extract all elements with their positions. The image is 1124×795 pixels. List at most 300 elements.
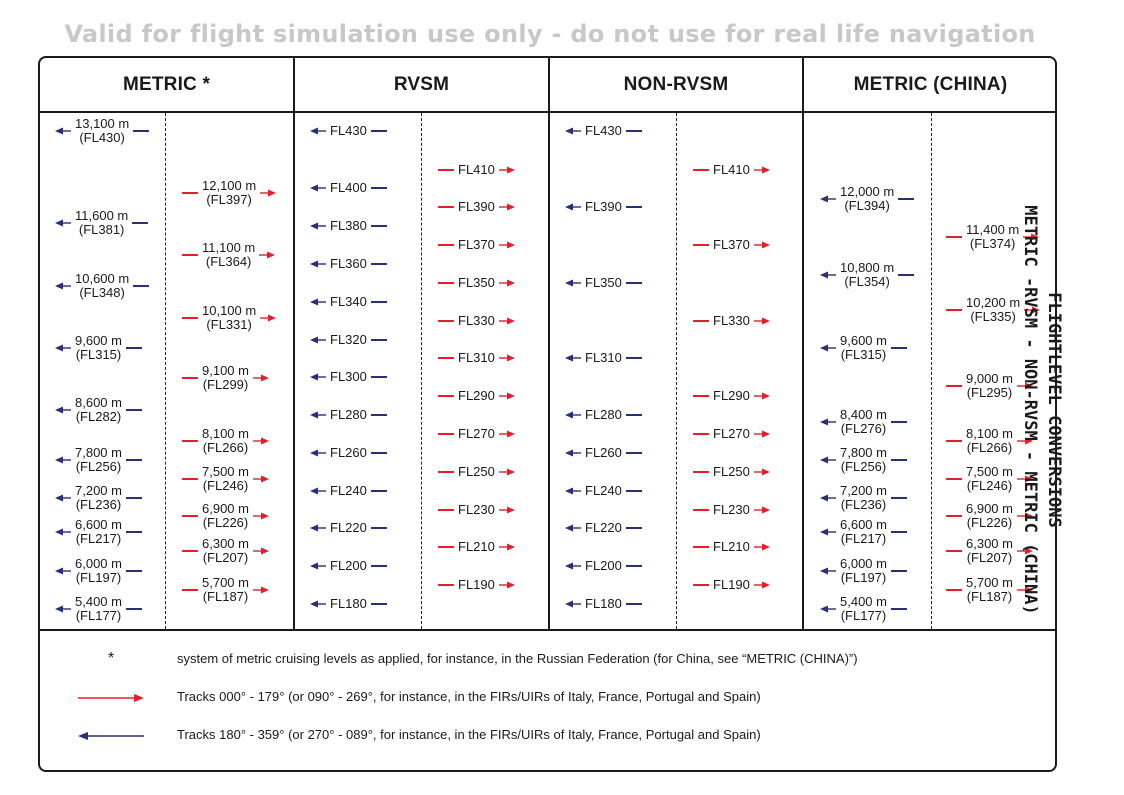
level-label — [966, 296, 1020, 324]
track-line — [891, 531, 907, 532]
track-line — [626, 357, 642, 358]
east-arrow-icon — [754, 391, 770, 401]
east-arrow-icon — [754, 542, 770, 552]
track-line — [946, 236, 962, 237]
eastbound-level — [693, 532, 770, 562]
track-line — [371, 376, 387, 377]
flight-level: (FL187) — [202, 589, 249, 604]
level-label: FL260 — [330, 445, 367, 460]
track-line — [946, 550, 962, 551]
track-line — [182, 254, 198, 255]
east-arrow-icon — [754, 429, 770, 439]
track-line — [371, 130, 387, 131]
west-arrow-icon — [820, 455, 836, 465]
west-arrow-icon — [310, 599, 326, 609]
track-line — [693, 395, 709, 396]
west-arrow-icon — [310, 486, 326, 496]
track-line — [371, 187, 387, 188]
west-arrow-icon — [310, 126, 326, 136]
legend-west-text: Tracks 180° - 359° (or 270° - 089°, for instance, in the FIRs/UIRs of Italy, France, Portugal and Spain) — [177, 727, 761, 742]
east-arrow-icon — [253, 373, 269, 383]
flight-level: (FL207) — [202, 550, 249, 565]
westbound-level — [820, 260, 914, 290]
flight-level: (FL197) — [840, 570, 887, 585]
west-arrow-icon — [310, 297, 326, 307]
flight-level: (FL364) — [205, 254, 252, 269]
track-line — [182, 478, 198, 479]
altitude-meters: 9,600 m — [840, 333, 887, 348]
eastbound-level — [438, 570, 515, 600]
west-arrow-icon — [565, 561, 581, 571]
westbound-level — [55, 483, 142, 513]
westbound-level — [565, 438, 642, 468]
track-line — [891, 347, 907, 348]
level-label — [840, 518, 887, 546]
level-label: FL300 — [330, 369, 367, 384]
flight-level: (FL295) — [966, 385, 1013, 400]
track-line — [371, 603, 387, 604]
west-arrow-icon — [310, 561, 326, 571]
west-arrow-icon — [565, 599, 581, 609]
track-line — [693, 433, 709, 434]
column-divider — [802, 58, 804, 630]
track-line — [126, 347, 142, 348]
flight-level: (FL315) — [840, 347, 887, 362]
level-label: FL390 — [585, 199, 622, 214]
level-label: FL360 — [330, 256, 367, 271]
track-line — [182, 589, 198, 590]
level-label — [202, 241, 255, 269]
track-line — [626, 452, 642, 453]
east-arrow-icon — [754, 165, 770, 175]
east-arrow-icon — [499, 467, 515, 477]
level-label: FL310 — [458, 350, 495, 365]
flight-level: (FL177) — [75, 608, 122, 623]
track-line — [693, 320, 709, 321]
west-arrow-icon — [55, 343, 71, 353]
track-line — [626, 206, 642, 207]
west-arrow-icon — [820, 417, 836, 427]
westbound-level — [565, 476, 642, 506]
flight-level: (FL430) — [79, 130, 125, 145]
track-line — [891, 570, 907, 571]
side-title-line-1: FLIGHTLEVEL CONVERSIONS — [1044, 292, 1064, 528]
flight-level: (FL187) — [966, 589, 1013, 604]
west-arrow-icon — [310, 183, 326, 193]
east-arrow-icon — [260, 188, 276, 198]
altitude-meters: 13,100 m — [75, 116, 130, 131]
level-label: FL190 — [713, 577, 750, 592]
flight-level: (FL197) — [75, 570, 122, 585]
east-arrow-icon — [260, 313, 276, 323]
track-line — [438, 357, 454, 358]
track-line — [693, 546, 709, 547]
track-line — [626, 527, 642, 528]
west-arrow-icon — [565, 278, 581, 288]
east-arrow-icon — [499, 580, 515, 590]
altitude-meters: 6,600 m — [840, 517, 887, 532]
flight-level: (FL282) — [75, 409, 122, 424]
direction-divider — [676, 113, 677, 629]
track-line — [946, 515, 962, 516]
westbound-level — [55, 594, 142, 624]
header-non-rvsm: NON-RVSM — [623, 73, 729, 95]
track-line — [898, 274, 914, 275]
level-label — [966, 223, 1019, 251]
eastbound-level — [693, 419, 770, 449]
east-arrow-icon — [499, 316, 515, 326]
west-arrow-icon — [820, 343, 836, 353]
level-label — [202, 576, 249, 604]
level-label: FL220 — [330, 520, 367, 535]
track-line — [371, 414, 387, 415]
direction-divider — [421, 113, 422, 629]
east-arrow-icon — [754, 467, 770, 477]
westbound-level — [565, 268, 642, 298]
west-arrow-legend-icon — [78, 726, 144, 746]
level-label: FL220 — [585, 520, 622, 535]
track-line — [182, 317, 198, 318]
eastbound-level — [438, 230, 515, 260]
level-label: FL430 — [585, 123, 622, 138]
level-label — [202, 502, 249, 530]
eastbound-level — [693, 155, 770, 185]
westbound-level — [310, 287, 387, 317]
altitude-meters: 6,900 m — [966, 501, 1013, 516]
track-line — [946, 589, 962, 590]
altitude-meters: 11,600 m — [75, 208, 129, 223]
level-label: FL410 — [458, 162, 495, 177]
level-label — [840, 261, 894, 289]
track-line — [693, 509, 709, 510]
eastbound-level — [182, 464, 269, 494]
level-label: FL280 — [585, 407, 622, 422]
west-arrow-icon — [820, 270, 836, 280]
west-arrow-icon — [55, 604, 71, 614]
track-line — [182, 550, 198, 551]
westbound-level — [565, 343, 642, 373]
westbound-level — [565, 116, 642, 146]
level-label: FL230 — [713, 502, 750, 517]
level-label: FL180 — [330, 596, 367, 611]
track-line — [693, 471, 709, 472]
level-label — [75, 334, 122, 362]
altitude-meters: 8,600 m — [75, 395, 122, 410]
westbound-level — [820, 445, 907, 475]
flight-level: (FL335) — [970, 309, 1016, 324]
westbound-level — [565, 513, 642, 543]
altitude-meters: 9,100 m — [202, 363, 249, 378]
track-line — [946, 440, 962, 441]
westbound-level — [55, 517, 142, 547]
west-arrow-icon — [565, 202, 581, 212]
track-line — [438, 546, 454, 547]
eastbound-level — [438, 343, 515, 373]
level-label: FL250 — [713, 464, 750, 479]
track-line — [438, 282, 454, 283]
track-line — [126, 459, 142, 460]
level-label: FL270 — [458, 426, 495, 441]
flight-level: (FL236) — [75, 497, 122, 512]
level-label — [202, 304, 256, 332]
east-arrow-icon — [499, 165, 515, 175]
east-arrow-icon — [253, 474, 269, 484]
westbound-level — [310, 400, 387, 430]
west-arrow-icon — [310, 259, 326, 269]
header-rvsm: RVSM — [393, 73, 450, 95]
altitude-meters: 10,800 m — [840, 260, 895, 275]
level-label: FL200 — [585, 558, 622, 573]
eastbound-level — [182, 363, 269, 393]
flight-level: (FL226) — [966, 515, 1013, 530]
track-line — [371, 527, 387, 528]
level-label — [966, 502, 1013, 530]
legend-east-text: Tracks 000° - 179° (or 090° - 269°, for instance, in the FIRs/UIRs of Italy, France, Portugal and Spain) — [177, 689, 761, 704]
west-arrow-icon — [565, 410, 581, 420]
track-line — [438, 244, 454, 245]
east-arrow-icon — [499, 429, 515, 439]
altitude-meters: 5,700 m — [202, 575, 249, 590]
eastbound-level — [438, 306, 515, 336]
track-line — [438, 206, 454, 207]
westbound-level — [565, 192, 642, 222]
track-line — [182, 377, 198, 378]
east-arrow-icon — [754, 316, 770, 326]
flight-level: (FL331) — [206, 317, 252, 332]
simulation-notice: Valid for flight simulation use only - do not use for real life navigation — [64, 20, 1036, 48]
eastbound-level — [438, 381, 515, 411]
altitude-meters: 8,400 m — [840, 407, 887, 422]
level-label: FL340 — [330, 294, 367, 309]
flight-level: (FL226) — [202, 515, 249, 530]
level-label: FL180 — [585, 596, 622, 611]
east-arrow-icon — [499, 278, 515, 288]
flight-level: (FL354) — [844, 274, 890, 289]
altitude-meters: 7,800 m — [75, 445, 122, 460]
westbound-level — [310, 173, 387, 203]
track-line — [133, 285, 149, 286]
eastbound-level — [693, 306, 770, 336]
west-arrow-icon — [565, 523, 581, 533]
altitude-meters: 8,100 m — [966, 426, 1013, 441]
altitude-meters: 6,900 m — [202, 501, 249, 516]
west-arrow-icon — [310, 410, 326, 420]
track-line — [133, 130, 149, 131]
track-line — [371, 263, 387, 264]
level-label: FL330 — [458, 313, 495, 328]
westbound-level — [310, 211, 387, 241]
level-label — [75, 484, 122, 512]
westbound-level — [820, 483, 907, 513]
track-line — [371, 339, 387, 340]
track-line — [182, 440, 198, 441]
westbound-level — [820, 407, 907, 437]
westbound-level — [820, 184, 914, 214]
flight-level: (FL256) — [840, 459, 887, 474]
westbound-level — [55, 445, 142, 475]
level-label: FL240 — [330, 483, 367, 498]
track-line — [693, 584, 709, 585]
level-label: FL400 — [330, 180, 367, 195]
eastbound-level — [182, 536, 269, 566]
westbound-level — [55, 395, 142, 425]
west-arrow-icon — [310, 335, 326, 345]
flight-level: (FL266) — [202, 440, 249, 455]
level-label — [75, 396, 122, 424]
westbound-level — [565, 400, 642, 430]
level-label: FL290 — [713, 388, 750, 403]
flight-level: (FL217) — [840, 531, 887, 546]
track-line — [898, 198, 914, 199]
flight-level: (FL381) — [78, 222, 125, 237]
westbound-level — [310, 476, 387, 506]
track-line — [693, 244, 709, 245]
west-arrow-icon — [310, 221, 326, 231]
level-label — [840, 408, 887, 436]
altitude-meters: 8,100 m — [202, 426, 249, 441]
eastbound-level — [438, 457, 515, 487]
west-arrow-icon — [55, 218, 71, 228]
altitude-meters: 11,400 m — [966, 222, 1020, 237]
level-label: FL250 — [458, 464, 495, 479]
flight-level: (FL397) — [206, 192, 252, 207]
level-label: FL210 — [458, 539, 495, 554]
west-arrow-icon — [820, 194, 836, 204]
east-arrow-icon — [754, 240, 770, 250]
flight-level: (FL299) — [202, 377, 249, 392]
track-line — [438, 471, 454, 472]
west-arrow-icon — [565, 353, 581, 363]
level-label — [966, 465, 1013, 493]
level-label — [202, 179, 256, 207]
westbound-level — [565, 551, 642, 581]
eastbound-level — [438, 495, 515, 525]
flight-level: (FL207) — [966, 550, 1013, 565]
level-label — [75, 272, 129, 300]
altitude-meters: 5,400 m — [75, 594, 122, 609]
track-line — [126, 497, 142, 498]
level-label — [966, 427, 1013, 455]
level-label — [202, 537, 249, 565]
level-label: FL330 — [713, 313, 750, 328]
column-divider — [548, 58, 550, 630]
level-label — [75, 446, 122, 474]
level-label: FL390 — [458, 199, 495, 214]
westbound-level — [310, 249, 387, 279]
level-label — [202, 364, 249, 392]
level-label: FL280 — [330, 407, 367, 422]
track-line — [626, 282, 642, 283]
west-arrow-icon — [820, 566, 836, 576]
westbound-level — [820, 517, 907, 547]
level-label: FL350 — [585, 275, 622, 290]
track-line — [126, 608, 142, 609]
eastbound-level — [182, 178, 276, 208]
level-label: FL270 — [713, 426, 750, 441]
track-line — [438, 509, 454, 510]
west-arrow-icon — [310, 448, 326, 458]
flight-level: (FL246) — [202, 478, 249, 493]
eastbound-level — [693, 495, 770, 525]
eastbound-level — [182, 303, 276, 333]
level-label: FL320 — [330, 332, 367, 347]
flight-level: (FL177) — [840, 608, 887, 623]
eastbound-level — [693, 570, 770, 600]
level-label — [840, 484, 887, 512]
track-line — [626, 414, 642, 415]
level-label — [966, 537, 1013, 565]
westbound-level — [55, 333, 142, 363]
asterisk-symbol: * — [108, 650, 115, 667]
level-label: FL370 — [458, 237, 495, 252]
westbound-level — [310, 589, 387, 619]
level-label — [75, 557, 122, 585]
level-label — [966, 372, 1013, 400]
altitude-meters: 7,200 m — [840, 483, 887, 498]
altitude-meters: 5,700 m — [966, 575, 1013, 590]
westbound-level — [310, 325, 387, 355]
altitude-meters: 11,100 m — [202, 240, 256, 255]
west-arrow-icon — [55, 281, 71, 291]
east-arrow-icon — [499, 202, 515, 212]
eastbound-level — [182, 501, 269, 531]
west-arrow-icon — [565, 448, 581, 458]
westbound-level — [55, 116, 149, 146]
east-arrow-icon — [499, 391, 515, 401]
eastbound-level — [438, 268, 515, 298]
west-arrow-icon — [55, 126, 71, 136]
east-arrow-icon — [499, 353, 515, 363]
track-line — [371, 452, 387, 453]
track-line — [182, 515, 198, 516]
eastbound-level — [438, 532, 515, 562]
east-arrow-icon — [253, 511, 269, 521]
eastbound-level — [438, 419, 515, 449]
westbound-level — [310, 551, 387, 581]
level-label — [840, 595, 887, 623]
level-label: FL260 — [585, 445, 622, 460]
track-line — [626, 565, 642, 566]
altitude-meters: 6,000 m — [75, 556, 122, 571]
westbound-level — [310, 438, 387, 468]
flight-level: (FL394) — [844, 198, 890, 213]
altitude-meters: 6,300 m — [202, 536, 249, 551]
track-line — [371, 490, 387, 491]
westbound-level — [820, 333, 907, 363]
west-arrow-icon — [55, 493, 71, 503]
track-line — [891, 497, 907, 498]
eastbound-level — [182, 240, 275, 270]
altitude-meters: 10,200 m — [966, 295, 1021, 310]
track-line — [371, 565, 387, 566]
altitude-meters: 10,600 m — [75, 271, 130, 286]
level-label: FL240 — [585, 483, 622, 498]
west-arrow-icon — [310, 523, 326, 533]
flight-level: (FL266) — [966, 440, 1013, 455]
track-line — [891, 421, 907, 422]
level-label — [75, 518, 122, 546]
track-line — [891, 459, 907, 460]
track-line — [126, 531, 142, 532]
track-line — [371, 225, 387, 226]
level-label: FL410 — [713, 162, 750, 177]
track-line — [132, 222, 148, 223]
eastbound-level — [693, 381, 770, 411]
level-label: FL350 — [458, 275, 495, 290]
west-arrow-icon — [565, 486, 581, 496]
altitude-meters: 5,400 m — [840, 594, 887, 609]
altitude-meters: 12,100 m — [202, 178, 257, 193]
